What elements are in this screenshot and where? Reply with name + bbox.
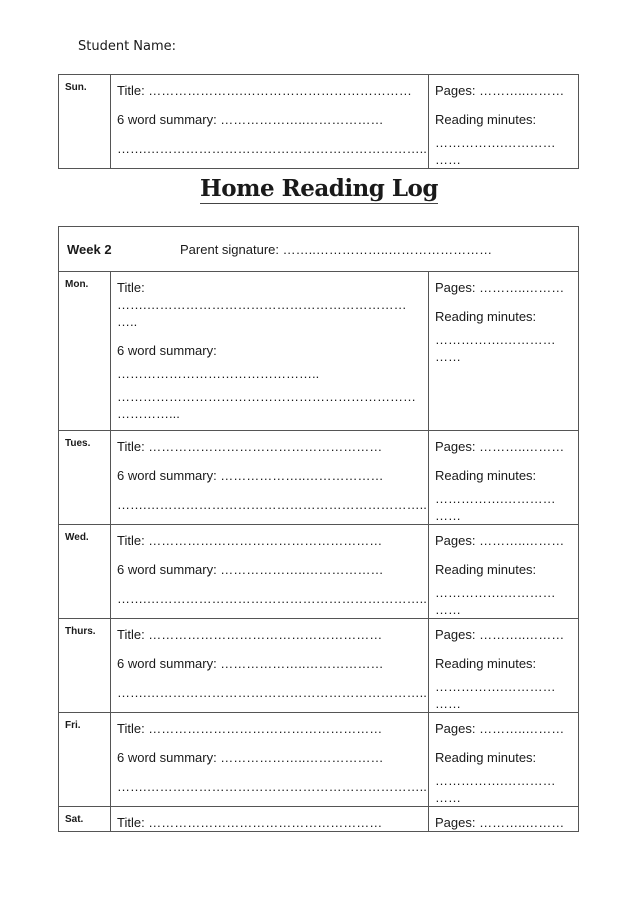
book-details-cell (111, 525, 429, 619)
page-title (0, 175, 638, 202)
book-details-cell (111, 431, 429, 525)
summary-line[interactable]: …….……………………………………………………….. (117, 591, 427, 606)
summary-field[interactable]: 6 word summary: ………………..……………… (117, 562, 384, 577)
minutes-line[interactable]: …………….………… (435, 135, 556, 150)
page-title-text: Home Reading Log (200, 175, 438, 202)
day-label: Sun. (59, 75, 111, 169)
book-details-cell (111, 75, 429, 169)
summary-line[interactable]: …….……………………………………………………….. (117, 685, 427, 700)
summary-line-continued[interactable]: …………... (117, 406, 180, 421)
minutes-line[interactable]: …………….………… (435, 585, 556, 600)
summary-line[interactable]: …….……………………………………………………….. (117, 141, 427, 156)
day-label: Thurs. (59, 619, 111, 713)
log-row-tuesday (59, 431, 579, 525)
minutes-line[interactable]: …………….………… (435, 773, 556, 788)
log-row-saturday (59, 807, 579, 832)
summary-field[interactable]: 6 word summary: ………………..……………… (117, 750, 384, 765)
title-field[interactable]: Title: ………………….………………………………… (117, 83, 412, 98)
week-header-row (59, 227, 579, 272)
book-details-cell (111, 619, 429, 713)
summary-field[interactable]: 6 word summary: ………………..……………… (117, 656, 384, 671)
log-row-friday (59, 713, 579, 807)
title-field[interactable]: Title: ……………………………………………… (117, 439, 383, 454)
minutes-line[interactable]: …………….………… (435, 679, 556, 694)
book-details-cell (111, 713, 429, 807)
day-label: Sat. (59, 807, 111, 832)
summary-field[interactable]: 6 word summary: ………………..……………… (117, 112, 384, 127)
minutes-line[interactable]: …………….………… (435, 491, 556, 506)
reading-stats-cell (429, 713, 579, 807)
log-row-monday (59, 272, 579, 431)
minutes-line-continued[interactable]: …… (435, 602, 461, 617)
day-label: Mon. (59, 272, 111, 431)
book-details-cell (111, 272, 429, 431)
minutes-label: Reading minutes: (435, 750, 537, 765)
summary-field[interactable]: 6 word summary: (117, 343, 217, 358)
minutes-line-continued[interactable]: …… (435, 696, 461, 711)
reading-stats-cell (429, 619, 579, 713)
week-label: Week 2 (67, 241, 112, 257)
minutes-line-continued[interactable]: …… (435, 152, 461, 167)
pages-field[interactable]: Pages: ………..……… (435, 83, 565, 98)
summary-line[interactable]: …………………………………………………………… (117, 389, 416, 404)
pages-field[interactable]: Pages: ………..……… (435, 721, 565, 736)
title-line[interactable]: …….…………………………………………………… (117, 297, 407, 312)
summary-line[interactable]: …….……………………………………………………….. (117, 497, 427, 512)
minutes-line-continued[interactable]: …… (435, 508, 461, 523)
reading-stats-cell (429, 525, 579, 619)
title-field[interactable]: Title: ……………………………………………… (117, 533, 383, 548)
minutes-line-continued[interactable]: …… (435, 349, 461, 364)
pages-field[interactable]: Pages: ………..……… (435, 533, 565, 548)
summary-field[interactable]: 6 word summary: ………………..……………… (117, 468, 384, 483)
parent-signature-field[interactable]: Parent signature: ……..……………..…………………… (180, 241, 493, 257)
pages-field[interactable]: Pages: ………..……… (435, 627, 565, 642)
week-log-table (58, 226, 579, 832)
student-name-label: Student Name: (78, 39, 177, 54)
log-row-sunday (59, 75, 579, 169)
minutes-label: Reading minutes: (435, 656, 537, 671)
reading-stats-cell (429, 272, 579, 431)
reading-stats-cell (429, 431, 579, 525)
reading-stats-cell (429, 807, 579, 832)
title-field[interactable]: Title: ……………………………………………… (117, 815, 383, 830)
sunday-entry-table (58, 74, 579, 169)
minutes-label: Reading minutes: (435, 112, 537, 127)
day-label: Wed. (59, 525, 111, 619)
reading-stats-cell (429, 75, 579, 169)
title-field[interactable]: Title: ……………………………………………… (117, 627, 383, 642)
title-field[interactable]: Title: ……………………………………………… (117, 721, 383, 736)
minutes-line-continued[interactable]: …… (435, 790, 461, 805)
book-details-cell (111, 807, 429, 832)
minutes-line[interactable]: …………….………… (435, 332, 556, 347)
title-line-continued[interactable]: ….. (117, 314, 138, 329)
title-field[interactable]: Title: (117, 280, 145, 295)
pages-field[interactable]: Pages: ………..……… (435, 815, 565, 830)
log-row-thursday (59, 619, 579, 713)
pages-field[interactable]: Pages: ………..……… (435, 439, 565, 454)
pages-field[interactable]: Pages: ………..……… (435, 280, 565, 295)
day-label: Tues. (59, 431, 111, 525)
week-header-cell (59, 227, 579, 272)
minutes-label: Reading minutes: (435, 468, 537, 483)
log-row-wednesday (59, 525, 579, 619)
summary-line[interactable]: ……………………………………….. (117, 366, 320, 381)
minutes-label: Reading minutes: (435, 562, 537, 577)
day-label: Fri. (59, 713, 111, 807)
minutes-label: Reading minutes: (435, 309, 537, 324)
summary-line[interactable]: …….……………………………………………………….. (117, 779, 427, 794)
